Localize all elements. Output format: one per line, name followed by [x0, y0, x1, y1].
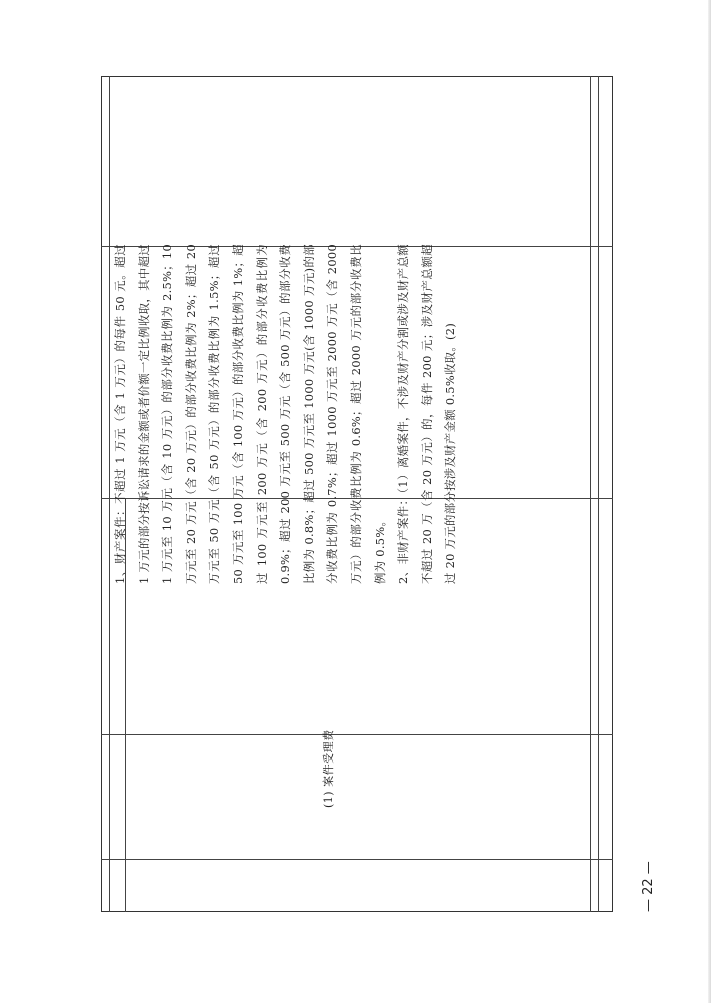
fee-standard-cell [109, 244, 463, 584]
table-rule [101, 734, 613, 735]
case-acceptance-fee-label: (1) 案件受理费 [322, 729, 335, 808]
table-rule [598, 76, 599, 912]
table-rule [101, 859, 613, 860]
table-rule [590, 76, 591, 912]
property-case-fee-text: 1、财产案件：不超过 1 万元（含 1 万元）的每件 50 元。超过 1 万元的部分按诉讼请求的金额或者价额一定比例收取，其中超过 1 万元至 10 万元（含 10 万元）的部分收费比例为 2.5%；10 万元至 20 万元（含 20 万元）的部分收费比例为 2%；超过 20 万元至 50 万元（含 50 万元）的部分收费比例为 1.5%；超过 50 万元至 100 万元（含 100 万元）的部分收费比例为 1%；超过 100 万元至 200 万元（含 200 万元）的部分收费比例为 0.9%；超过 200 万元至 500 万元（含 500 万元）的部分收费比例为 0.8%；超过 500 万元至 1000 万元(含 1000 万元)的部分收费比例为 0.7%；超过 1000 万元至 2000 万元（含 2000 万元）的部分收费比例为 0.6%；超过 2000 万元的部分收费比例为 0.5%。 [113, 244, 387, 584]
page-number: — 22 — [641, 861, 656, 912]
non-property-case-fee-text: 2、非财产案件：（1）离婚案件，不涉及财产分割或涉及财产总额不超过 20 万（含 20 万元）的，每件 200 元；涉及财产总额超过 20 万元的部分按涉及财产金额 0.5%收取。(2) [396, 244, 458, 584]
